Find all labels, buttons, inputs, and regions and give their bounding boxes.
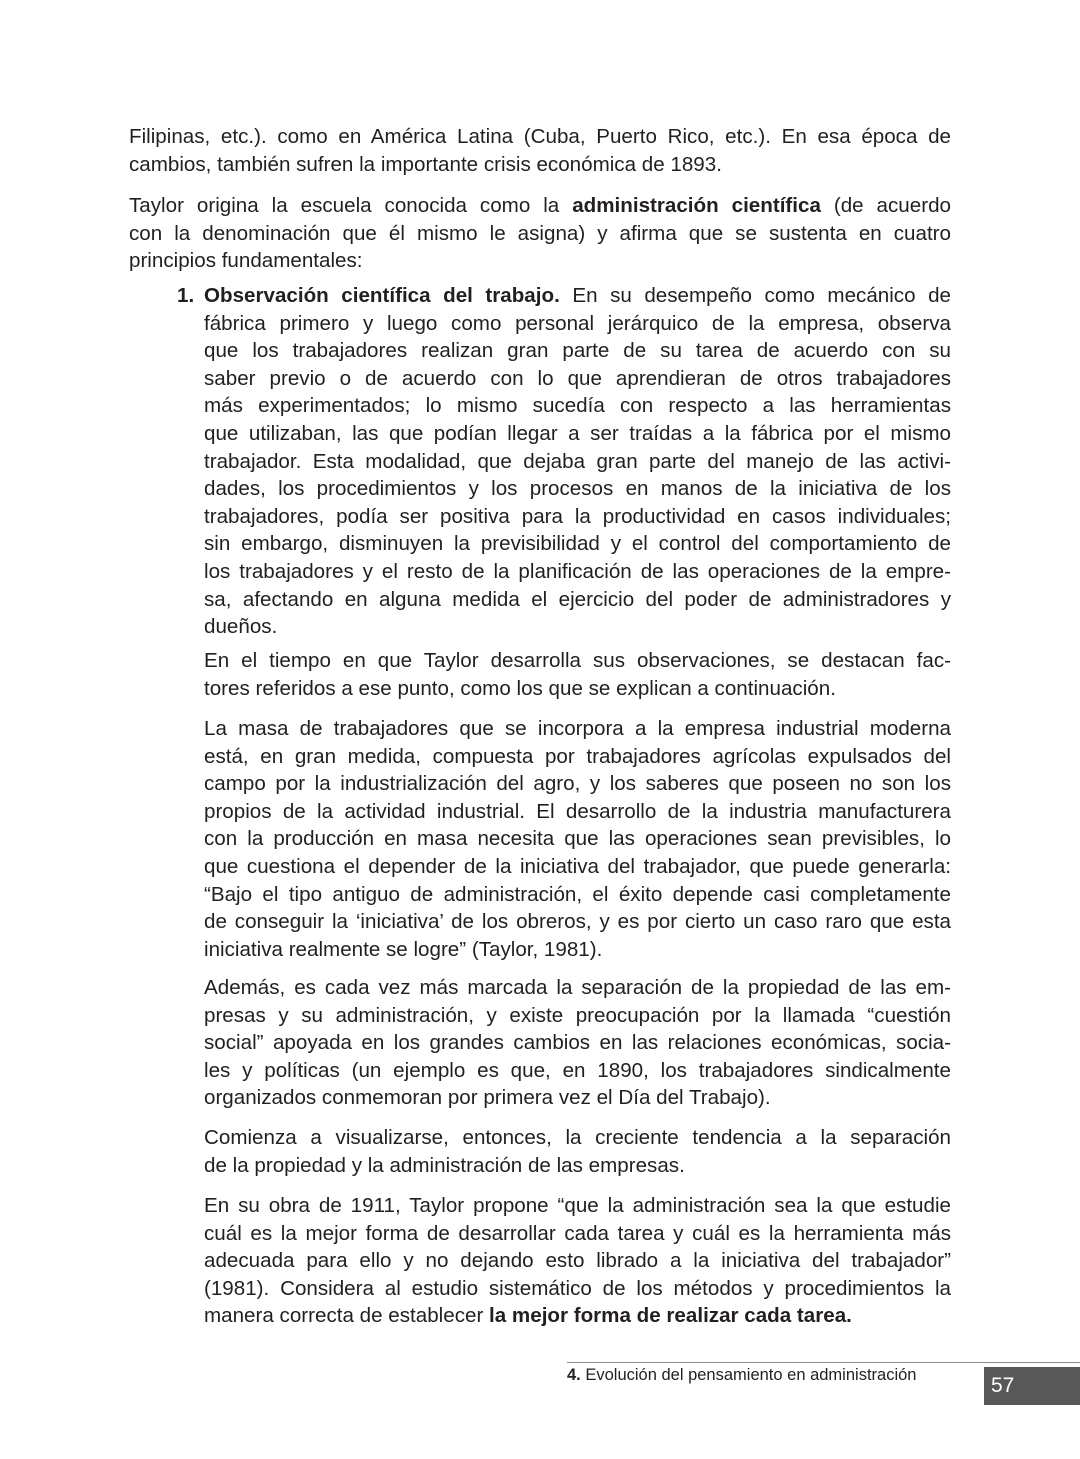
text-line: [204, 475, 951, 503]
text-line: [204, 1220, 951, 1248]
text-line: [204, 675, 951, 703]
text-line: [204, 392, 951, 420]
paragraph: [129, 123, 951, 178]
text-run: En su desempeño como mecánico de: [559, 284, 951, 307]
text-run: de conseguir la ‘iniciativa’ de los obreros, y es por cierto un caso raro que esta: [204, 910, 951, 934]
text-run: campo por la industrialización del agro, y los saberes que poseen no son los: [204, 772, 951, 796]
text-line: [129, 192, 951, 220]
text-line: [204, 1152, 951, 1180]
text-run: de la propiedad y la administración de las empresas.: [204, 1153, 685, 1177]
text-run: sa, afectando en alguna medida el ejercicio del poder de administradores y: [204, 587, 951, 611]
text-run: más experimentados; lo mismo sucedía con respecto a las herramientas: [204, 394, 951, 418]
text-line: [204, 310, 951, 338]
text-run: que los trabajadores realizan gran parte de su tarea de acuerdo con su: [204, 339, 951, 363]
chapter-title: Evolución del pensamiento en administración: [580, 1366, 917, 1384]
text-run: los trabajadores y el resto de la planificación de las operaciones de la empre-: [204, 559, 951, 583]
text-run: que cuestiona el depender de la iniciativa del trabajador, que puede generarla:: [204, 854, 951, 878]
text-line: [204, 558, 951, 586]
text-run: fábrica primero y luego como personal jerárquico de la empresa, observa: [204, 311, 951, 335]
text-run: dueños.: [204, 615, 278, 639]
text-line: [204, 770, 951, 798]
text-line: [204, 1192, 951, 1220]
text-line: [204, 1029, 951, 1057]
text-run: saber previo o de acuerdo con lo que aprendieran de otros trabajadores: [204, 366, 951, 390]
text-run: trabajador. Esta modalidad, que dejaba gran parte del manejo de las activi-: [204, 449, 951, 473]
paragraph: [204, 715, 951, 963]
bold-text: Observación científica del trabajo.: [204, 284, 560, 307]
text-line: [129, 123, 951, 151]
text-run: En su obra de 1911, Taylor propone “que la administración sea la que estudie: [204, 1194, 951, 1217]
text-run: sin embargo, disminuyen la previsibilidad y el control del comportamiento de: [204, 532, 951, 556]
text-line: [204, 647, 951, 675]
text-run: cuál es la mejor forma de desarrollar cada tarea y cuál es la herramienta más: [204, 1221, 951, 1245]
text-run: principios fundamentales:: [129, 249, 363, 273]
text-run: Filipinas, etc.). como en América Latina (Cuba, Puerto Rico, etc.). En esa época de: [129, 125, 951, 148]
text-line: [129, 220, 951, 248]
text-run: En el tiempo en que Taylor desarrolla sus observaciones, se destacan fac-: [204, 649, 951, 672]
text-line: [204, 1247, 951, 1275]
text-run: presas y su administración, y existe preocupación por la llamada “cuestión: [204, 1003, 951, 1027]
paragraph: [204, 974, 951, 1112]
text-line: [204, 1124, 951, 1152]
bold-text: la mejor forma de realizar cada tarea.: [489, 1304, 852, 1328]
paragraph: [129, 192, 951, 275]
text-run: tores referidos a ese punto, como los que se explican a continuación.: [204, 676, 836, 700]
text-line: [204, 908, 951, 936]
text-line: [204, 420, 951, 448]
text-line: [204, 1084, 951, 1112]
text-line: [204, 853, 951, 881]
paragraph: [204, 647, 951, 702]
text-run: Además, es cada vez más marcada la separación de la propiedad de las em-: [204, 976, 951, 999]
running-footer: [567, 1366, 916, 1385]
chapter-number: 4.: [567, 1366, 581, 1384]
text-run: cambios, también sufren la importante crisis económica de 1893.: [129, 152, 722, 176]
text-line: [204, 825, 951, 853]
text-run: con la denominación que él mismo le asigna) y afirma que se sustenta en cuatro: [129, 221, 951, 245]
text-run: manera correcta de establecer: [204, 1304, 490, 1328]
text-line: [204, 798, 951, 826]
text-run: con la producción en masa necesita que las operaciones sean previsibles, lo: [204, 827, 951, 851]
text-run: (de acuerdo: [820, 194, 951, 217]
text-line: [204, 503, 951, 531]
text-line: [204, 1275, 951, 1303]
text-run: iniciativa realmente se logre” (Taylor, 1981).: [204, 937, 603, 961]
text-line: [204, 743, 951, 771]
text-line: [204, 936, 951, 964]
text-line: [204, 1302, 951, 1330]
text-run: La masa de trabajadores que se incorpora a la empresa industrial moderna: [204, 717, 951, 740]
text-line: [204, 530, 951, 558]
text-line: [204, 881, 951, 909]
bold-text: administración científica: [572, 194, 821, 217]
list-item: [177, 282, 951, 641]
text-line: [204, 1002, 951, 1030]
text-line: [204, 974, 951, 1002]
text-line: [204, 1057, 951, 1085]
page-number: 57: [984, 1367, 1080, 1405]
text-line: [204, 715, 951, 743]
text-line: [204, 448, 951, 476]
footer-divider: [567, 1362, 1080, 1363]
text-line: [129, 247, 951, 275]
text-run: que utilizaban, las que podían llegar a ser traídas a la fábrica por el mismo: [204, 421, 951, 445]
text-run: les y políticas (un ejemplo es que, en 1890, los trabajadores sindicalmente: [204, 1058, 951, 1082]
paragraph: [204, 1124, 951, 1179]
text-run: Taylor origina la escuela conocida como la: [129, 194, 573, 217]
text-line: [204, 337, 951, 365]
text-run: dades, los procedimientos y los procesos en manos de la iniciativa de los: [204, 477, 951, 501]
text-run: trabajadores, podía ser positiva para la productividad en casos individuales;: [204, 504, 951, 528]
text-run: Comienza a visualizarse, entonces, la creciente tendencia a la separación: [204, 1126, 951, 1149]
text-run: social” apoyada en los grandes cambios en las relaciones económicas, socia-: [204, 1031, 951, 1055]
text-run: está, en gran medida, compuesta por trabajadores agrícolas expulsados del: [204, 744, 951, 768]
text-run: “Bajo el tipo antiguo de administración, el éxito depende casi completamente: [204, 882, 951, 906]
paragraph: [204, 1192, 951, 1330]
text-run: organizados conmemoran por primera vez el Día del Trabajo).: [204, 1086, 771, 1110]
text-run: adecuada para ello y no dejando esto librado a la iniciativa del trabajador”: [204, 1249, 951, 1273]
text-line: [204, 586, 951, 614]
text-run: propios de la actividad industrial. El desarrollo de la industria manufacturera: [204, 799, 951, 823]
text-line: [204, 282, 951, 310]
list-number: 1.: [177, 284, 195, 307]
text-line: [204, 613, 951, 641]
text-line: [129, 151, 951, 179]
text-line: [204, 365, 951, 393]
text-run: (1981). Considera al estudio sistemático de los métodos y procedimientos la: [204, 1276, 951, 1300]
